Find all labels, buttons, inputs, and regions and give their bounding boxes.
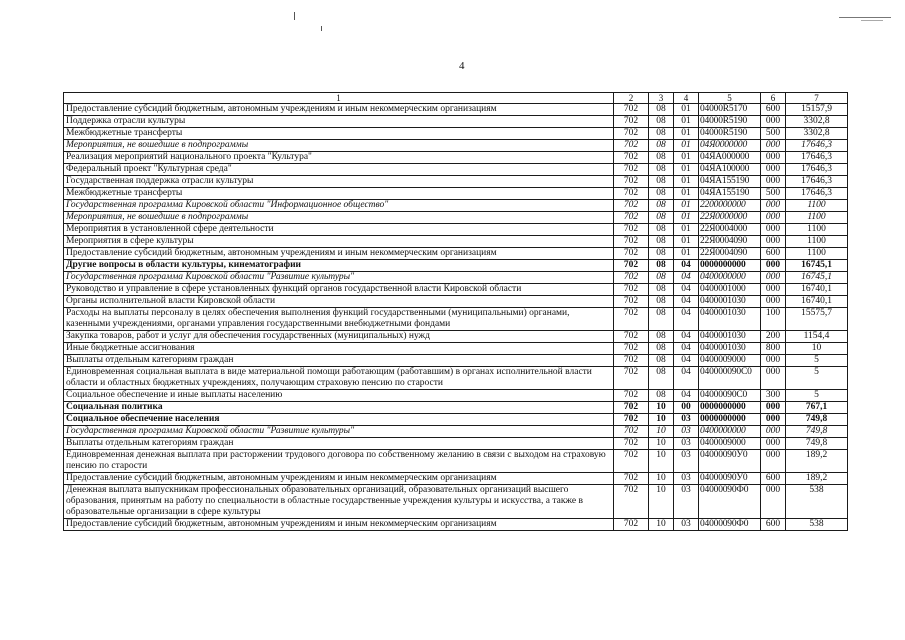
subsection-code-cell: 01: [674, 104, 699, 116]
subsection-code-cell: 01: [674, 128, 699, 140]
chapter-code-cell: 702: [614, 485, 649, 519]
amount-cell: 5: [786, 390, 848, 402]
section-code-cell: 10: [649, 485, 674, 519]
chapter-code-cell: 702: [614, 355, 649, 367]
subsection-code-cell: 01: [674, 212, 699, 224]
section-code-cell: 08: [649, 296, 674, 308]
amount-cell: 15157,9: [786, 104, 848, 116]
row-name-cell: Руководство и управление в сфере установленных функций органов государственной власти Кировской области: [64, 284, 614, 296]
section-code-cell: 08: [649, 331, 674, 343]
scan-artifact: [294, 12, 295, 20]
subsection-code-cell: 03: [674, 450, 699, 473]
table-row: [64, 402, 848, 414]
expense-type-cell: 000: [761, 140, 786, 152]
target-article-cell: 22Я0000000: [699, 212, 761, 224]
amount-cell: 5: [786, 355, 848, 367]
chapter-code-cell: 702: [614, 343, 649, 355]
row-name-cell: Закупка товаров, работ и услуг для обеспечения государственных (муниципальных) нужд: [64, 331, 614, 343]
chapter-code-cell: 702: [614, 200, 649, 212]
subsection-code-cell: 00: [674, 402, 699, 414]
table-row: [64, 331, 848, 343]
target-article-cell: 04ЯA155190: [699, 176, 761, 188]
target-article-cell: 04000090У0: [699, 473, 761, 485]
target-article-cell: 04000090У0: [699, 450, 761, 473]
section-code-cell: 08: [649, 236, 674, 248]
chapter-code-cell: 702: [614, 116, 649, 128]
chapter-code-cell: 702: [614, 128, 649, 140]
target-article-cell: 0400001030: [699, 343, 761, 355]
table-row: [64, 212, 848, 224]
subsection-code-cell: 04: [674, 355, 699, 367]
expense-type-cell: 000: [761, 176, 786, 188]
chapter-code-cell: 702: [614, 260, 649, 272]
table-row: [64, 236, 848, 248]
row-name-cell: Предоставление субсидий бюджетным, автономным учреждениям и иным некоммерческим организациям: [64, 104, 614, 116]
table-row: [64, 104, 848, 116]
subsection-code-cell: 04: [674, 308, 699, 331]
target-article-cell: 04000R5190: [699, 128, 761, 140]
table-row: [64, 200, 848, 212]
row-name-cell: Мероприятия в сфере культуры: [64, 236, 614, 248]
amount-cell: 1100: [786, 236, 848, 248]
table-row: [64, 176, 848, 188]
amount-cell: 5: [786, 367, 848, 390]
expense-type-cell: 500: [761, 188, 786, 200]
expense-type-cell: 000: [761, 272, 786, 284]
target-article-cell: 22Я0004090: [699, 236, 761, 248]
table-row: [64, 519, 848, 531]
section-code-cell: 08: [649, 128, 674, 140]
amount-cell: 3302,8: [786, 116, 848, 128]
subsection-code-cell: 01: [674, 188, 699, 200]
section-code-cell: 08: [649, 188, 674, 200]
chapter-code-cell: 702: [614, 164, 649, 176]
subsection-code-cell: 04: [674, 367, 699, 390]
row-name-cell: Предоставление субсидий бюджетным, автономным учреждениям и иным некоммерческим организациям: [64, 248, 614, 260]
row-name-cell: Социальное обеспечение и иные выплаты населению: [64, 390, 614, 402]
table-row: [64, 272, 848, 284]
subsection-code-cell: 03: [674, 473, 699, 485]
scan-artifact: [839, 17, 891, 18]
row-name-cell: Выплаты отдельным категориям граждан: [64, 355, 614, 367]
target-article-cell: 0400001030: [699, 308, 761, 331]
subsection-code-cell: 01: [674, 116, 699, 128]
target-article-cell: 04000R5170: [699, 104, 761, 116]
subsection-code-cell: 01: [674, 176, 699, 188]
row-name-cell: Иные бюджетные ассигнования: [64, 343, 614, 355]
expense-type-cell: 000: [761, 402, 786, 414]
scan-artifact: [861, 20, 883, 21]
target-article-cell: 04ЯA155190: [699, 188, 761, 200]
subsection-code-cell: 01: [674, 224, 699, 236]
row-name-cell: Реализация мероприятий национального проекта "Культура": [64, 152, 614, 164]
subsection-code-cell: 01: [674, 248, 699, 260]
amount-cell: 16745,1: [786, 272, 848, 284]
column-header: 3: [649, 93, 674, 104]
section-code-cell: 10: [649, 519, 674, 531]
expense-type-cell: 100: [761, 308, 786, 331]
subsection-code-cell: 04: [674, 296, 699, 308]
chapter-code-cell: 702: [614, 272, 649, 284]
amount-cell: 538: [786, 485, 848, 519]
section-code-cell: 08: [649, 224, 674, 236]
column-header: 7: [786, 93, 848, 104]
chapter-code-cell: 702: [614, 414, 649, 426]
expense-type-cell: 000: [761, 224, 786, 236]
target-article-cell: 0400001000: [699, 284, 761, 296]
page-number: 4: [459, 60, 465, 72]
row-name-cell: Поддержка отрасли культуры: [64, 116, 614, 128]
target-article-cell: 04000R5190: [699, 116, 761, 128]
row-name-cell: Межбюджетные трансферты: [64, 188, 614, 200]
chapter-code-cell: 702: [614, 212, 649, 224]
amount-cell: 749,8: [786, 414, 848, 426]
chapter-code-cell: 702: [614, 331, 649, 343]
chapter-code-cell: 702: [614, 426, 649, 438]
amount-cell: 538: [786, 519, 848, 531]
section-code-cell: 08: [649, 104, 674, 116]
amount-cell: 1100: [786, 248, 848, 260]
amount-cell: 1100: [786, 224, 848, 236]
amount-cell: 749,8: [786, 438, 848, 450]
section-code-cell: 08: [649, 164, 674, 176]
chapter-code-cell: 702: [614, 296, 649, 308]
table-row: [64, 164, 848, 176]
amount-cell: 189,2: [786, 450, 848, 473]
row-name-cell: Мероприятия, не вошедшие в подпрограммы: [64, 212, 614, 224]
target-article-cell: 04ЯA100000: [699, 164, 761, 176]
table-row: [64, 248, 848, 260]
expense-type-cell: 600: [761, 104, 786, 116]
amount-cell: 17646,3: [786, 152, 848, 164]
row-name-cell: Государственная программа Кировской области "Развитие культуры": [64, 426, 614, 438]
target-article-cell: 0000000000: [699, 414, 761, 426]
subsection-code-cell: 04: [674, 343, 699, 355]
expense-type-cell: 600: [761, 519, 786, 531]
table-row: [64, 473, 848, 485]
expense-type-cell: 000: [761, 260, 786, 272]
target-article-cell: 04Я0000000: [699, 140, 761, 152]
column-header: 1: [64, 93, 614, 104]
row-name-cell: Мероприятия в установленной сфере деятельности: [64, 224, 614, 236]
subsection-code-cell: 03: [674, 414, 699, 426]
chapter-code-cell: 702: [614, 284, 649, 296]
table-row: [64, 438, 848, 450]
subsection-code-cell: 01: [674, 236, 699, 248]
column-header: 4: [674, 93, 699, 104]
subsection-code-cell: 03: [674, 438, 699, 450]
table-body: [64, 104, 848, 531]
amount-cell: 749,8: [786, 426, 848, 438]
row-name-cell: Социальная политика: [64, 402, 614, 414]
table-row: [64, 224, 848, 236]
expense-type-cell: 600: [761, 473, 786, 485]
amount-cell: 16745,1: [786, 260, 848, 272]
row-name-cell: Мероприятия, не вошедшие в подпрограммы: [64, 140, 614, 152]
section-code-cell: 08: [649, 200, 674, 212]
target-article-cell: 2200000000: [699, 200, 761, 212]
expense-type-cell: 000: [761, 200, 786, 212]
target-article-cell: 0400001030: [699, 331, 761, 343]
row-name-cell: Единовременная социальная выплата в виде материальной помощи работающим (работавшим) в органах исполнительной власти области и областных бюджетных учреждениях, получающим страховую пенсию по старости: [64, 367, 614, 390]
amount-cell: 17646,3: [786, 164, 848, 176]
target-article-cell: 0000000000: [699, 402, 761, 414]
target-article-cell: 04000090Ф0: [699, 519, 761, 531]
expense-type-cell: 000: [761, 485, 786, 519]
section-code-cell: 08: [649, 308, 674, 331]
row-name-cell: Выплаты отдельным категориям граждан: [64, 438, 614, 450]
scan-artifact: [321, 26, 322, 31]
chapter-code-cell: 702: [614, 188, 649, 200]
expense-type-cell: 200: [761, 331, 786, 343]
table-row: [64, 308, 848, 331]
table-row: [64, 355, 848, 367]
table-row: [64, 296, 848, 308]
chapter-code-cell: 702: [614, 402, 649, 414]
chapter-code-cell: 702: [614, 176, 649, 188]
subsection-code-cell: 01: [674, 200, 699, 212]
subsection-code-cell: 03: [674, 519, 699, 531]
chapter-code-cell: 702: [614, 248, 649, 260]
expense-type-cell: 000: [761, 414, 786, 426]
table-row: [64, 152, 848, 164]
subsection-code-cell: 04: [674, 272, 699, 284]
chapter-code-cell: 702: [614, 308, 649, 331]
amount-cell: 1154,4: [786, 331, 848, 343]
target-article-cell: 0400001030: [699, 296, 761, 308]
row-name-cell: Органы исполнительной власти Кировской области: [64, 296, 614, 308]
section-code-cell: 10: [649, 438, 674, 450]
amount-cell: 17646,3: [786, 188, 848, 200]
section-code-cell: 08: [649, 355, 674, 367]
expense-type-cell: 000: [761, 116, 786, 128]
row-name-cell: Единовременная денежная выплата при расторжении трудового договора по собственному желанию в связи с выходом на страховую пенсию по старости: [64, 450, 614, 473]
expense-type-cell: 300: [761, 390, 786, 402]
row-name-cell: Денежная выплата выпускникам профессиональных образовательных организаций, образовательных организаций высшего образования, принятым на работу по специальности в областные государственные учреждения культуры и искусства, а также в образовательные организации в сфере культуры: [64, 485, 614, 519]
subsection-code-cell: 01: [674, 140, 699, 152]
amount-cell: 1100: [786, 212, 848, 224]
table-row: [64, 188, 848, 200]
expense-type-cell: 000: [761, 212, 786, 224]
expense-type-cell: 000: [761, 164, 786, 176]
table-row: [64, 485, 848, 519]
section-code-cell: 08: [649, 272, 674, 284]
target-article-cell: 0000000000: [699, 260, 761, 272]
subsection-code-cell: 04: [674, 331, 699, 343]
target-article-cell: 040000090C0: [699, 367, 761, 390]
target-article-cell: 0400009000: [699, 438, 761, 450]
row-name-cell: Предоставление субсидий бюджетным, автономным учреждениям и иным некоммерческим организациям: [64, 473, 614, 485]
target-article-cell: 0400000000: [699, 272, 761, 284]
table-row: [64, 414, 848, 426]
row-name-cell: Расходы на выплаты персоналу в целях обеспечения выполнения функций государственными (муниципальными) органами, казенными учреждениями, органами управления государственными внебюджетными фондами: [64, 308, 614, 331]
row-name-cell: Межбюджетные трансферты: [64, 128, 614, 140]
table-row: [64, 116, 848, 128]
amount-cell: 1100: [786, 200, 848, 212]
row-name-cell: Предоставление субсидий бюджетным, автономным учреждениям и иным некоммерческим организациям: [64, 519, 614, 531]
chapter-code-cell: 702: [614, 152, 649, 164]
section-code-cell: 08: [649, 367, 674, 390]
amount-cell: 17646,3: [786, 140, 848, 152]
section-code-cell: 08: [649, 140, 674, 152]
chapter-code-cell: 702: [614, 224, 649, 236]
row-name-cell: Федеральный проект "Культурная среда": [64, 164, 614, 176]
table-row: [64, 140, 848, 152]
expense-type-cell: 000: [761, 296, 786, 308]
section-code-cell: 10: [649, 450, 674, 473]
table-header-row: [64, 93, 848, 104]
amount-cell: 767,1: [786, 402, 848, 414]
target-article-cell: 04000090Ф0: [699, 485, 761, 519]
chapter-code-cell: 702: [614, 473, 649, 485]
expense-type-cell: 500: [761, 128, 786, 140]
column-header: 2: [614, 93, 649, 104]
column-header: 5: [699, 93, 761, 104]
expense-type-cell: 600: [761, 248, 786, 260]
amount-cell: 3302,8: [786, 128, 848, 140]
section-code-cell: 10: [649, 414, 674, 426]
target-article-cell: 0400009000: [699, 355, 761, 367]
section-code-cell: 08: [649, 390, 674, 402]
table-row: [64, 367, 848, 390]
expense-type-cell: 000: [761, 450, 786, 473]
expense-type-cell: 000: [761, 438, 786, 450]
section-code-cell: 08: [649, 116, 674, 128]
table-row: [64, 426, 848, 438]
section-code-cell: 10: [649, 426, 674, 438]
row-name-cell: Государственная программа Кировской области "Информационное общество": [64, 200, 614, 212]
expense-type-cell: 000: [761, 367, 786, 390]
target-article-cell: 04000090C0: [699, 390, 761, 402]
chapter-code-cell: 702: [614, 140, 649, 152]
subsection-code-cell: 01: [674, 152, 699, 164]
row-name-cell: Другие вопросы в области культуры, кинематографии: [64, 260, 614, 272]
subsection-code-cell: 03: [674, 426, 699, 438]
amount-cell: 16740,1: [786, 284, 848, 296]
subsection-code-cell: 04: [674, 390, 699, 402]
chapter-code-cell: 702: [614, 450, 649, 473]
amount-cell: 16740,1: [786, 296, 848, 308]
table-row: [64, 284, 848, 296]
expense-type-cell: 000: [761, 355, 786, 367]
target-article-cell: 0400000000: [699, 426, 761, 438]
chapter-code-cell: 702: [614, 438, 649, 450]
table-row: [64, 343, 848, 355]
chapter-code-cell: 702: [614, 390, 649, 402]
subsection-code-cell: 03: [674, 485, 699, 519]
table-row: [64, 450, 848, 473]
chapter-code-cell: 702: [614, 367, 649, 390]
row-name-cell: Государственная программа Кировской области "Развитие культуры": [64, 272, 614, 284]
subsection-code-cell: 04: [674, 284, 699, 296]
row-name-cell: Государственная поддержка отрасли культуры: [64, 176, 614, 188]
target-article-cell: 22Я0004000: [699, 224, 761, 236]
section-code-cell: 10: [649, 473, 674, 485]
row-name-cell: Социальное обеспечение населения: [64, 414, 614, 426]
expense-type-cell: 000: [761, 152, 786, 164]
subsection-code-cell: 01: [674, 164, 699, 176]
section-code-cell: 10: [649, 402, 674, 414]
chapter-code-cell: 702: [614, 519, 649, 531]
target-article-cell: 04ЯA000000: [699, 152, 761, 164]
table-row: [64, 390, 848, 402]
expense-type-cell: 000: [761, 236, 786, 248]
amount-cell: 189,2: [786, 473, 848, 485]
table-row: [64, 260, 848, 272]
expense-type-cell: 000: [761, 426, 786, 438]
section-code-cell: 08: [649, 284, 674, 296]
section-code-cell: 08: [649, 343, 674, 355]
expense-type-cell: 000: [761, 284, 786, 296]
amount-cell: 15575,7: [786, 308, 848, 331]
amount-cell: 10: [786, 343, 848, 355]
section-code-cell: 08: [649, 176, 674, 188]
amount-cell: 17646,3: [786, 176, 848, 188]
column-header: 6: [761, 93, 786, 104]
section-code-cell: 08: [649, 248, 674, 260]
section-code-cell: 08: [649, 260, 674, 272]
target-article-cell: 22Я0004090: [699, 248, 761, 260]
section-code-cell: 08: [649, 212, 674, 224]
chapter-code-cell: 702: [614, 104, 649, 116]
subsection-code-cell: 04: [674, 260, 699, 272]
chapter-code-cell: 702: [614, 236, 649, 248]
budget-table: [63, 92, 848, 531]
section-code-cell: 08: [649, 152, 674, 164]
table-row: [64, 128, 848, 140]
expense-type-cell: 800: [761, 343, 786, 355]
